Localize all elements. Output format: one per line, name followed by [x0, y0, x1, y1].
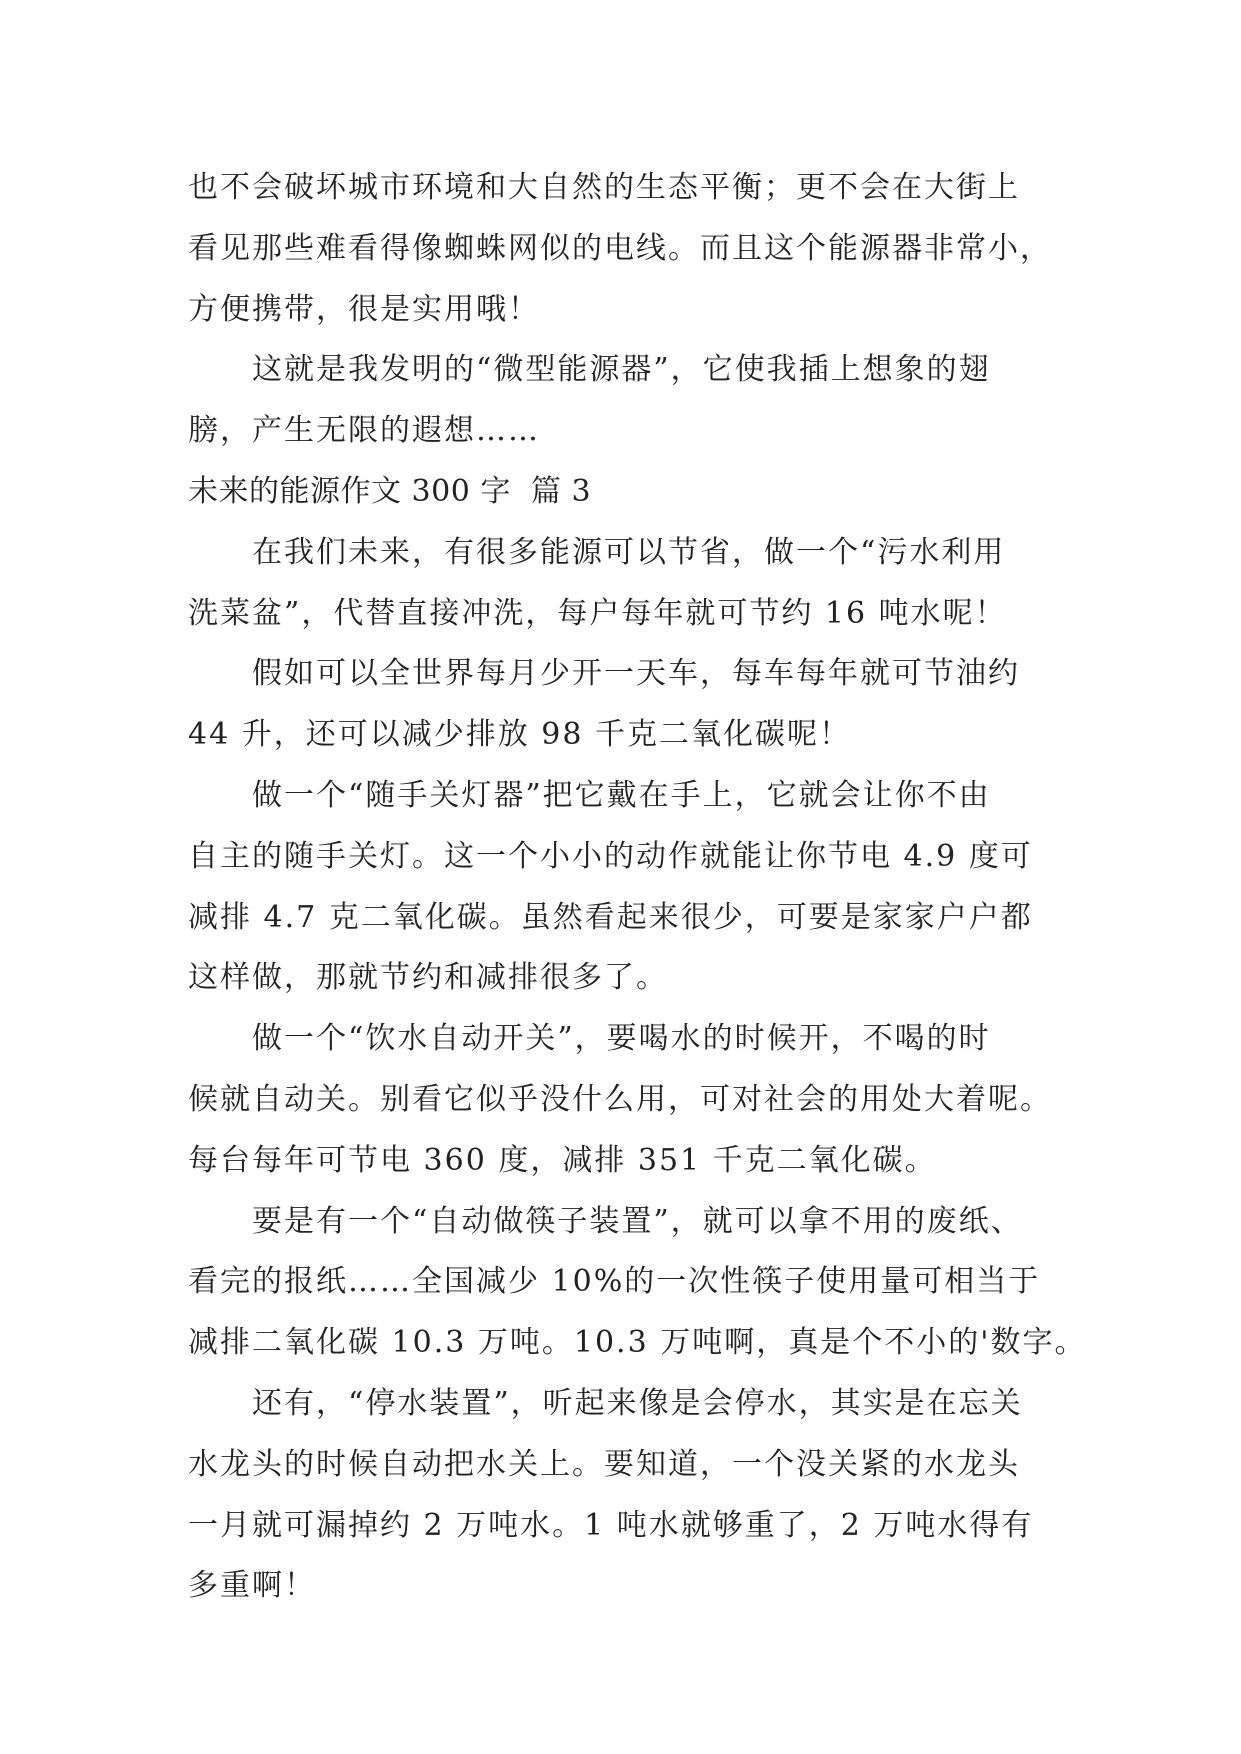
text-line: 也不会破坏城市环境和大自然的生态平衡；更不会在大街上 [188, 170, 1020, 205]
text-line: 一月就可漏掉约 2 万吨水。1 吨水就够重了，2 万吨水得有 [188, 1507, 1034, 1543]
text-line: 还有，“停水装置”，听起来像是会停水，其实是在忘关 [188, 1385, 1023, 1421]
text-line: 44 升，还可以减少排放 98 千克二氧化碳呢！ [188, 717, 851, 753]
text-line: 候就自动关。别看它似乎没什么用，可对社会的用处大着呢。 [188, 1081, 1052, 1117]
text-line: 水龙头的时候自动把水关上。要知道，一个没关紧的水龙头 [188, 1446, 1020, 1482]
text-line: 洗菜盆”，代替直接冲洗，每户每年就可节约 16 吨水呢！ [188, 595, 1007, 631]
text-line: 减排 4.7 克二氧化碳。虽然看起来很少，可要是家家户户都 [188, 899, 1033, 935]
text-line: 要是有一个“自动做筷子装置”，就可以拿不用的废纸、 [188, 1203, 1023, 1239]
text-line: 做一个“随手关灯器”把它戴在手上，它就会让你不由 [188, 777, 991, 813]
text-line: 看见那些难看得像蜘蛛网似的电线。而且这个能源器非常小， [188, 230, 1052, 266]
text-line: 减排二氧化碳 10.3 万吨。10.3 万吨啊，真是个不小的'数字。 [188, 1325, 1087, 1361]
text-line: 这就是我发明的“微型能源器”，它使我插上想象的翅 [188, 352, 991, 388]
section-heading: 未来的能源作文 300 字 篇 3 [188, 473, 592, 509]
text-line: 假如可以全世界每月少开一天车，每车每年就可节油约 [188, 656, 1020, 692]
text-line: 膀，产生无限的遐想…… [188, 413, 540, 449]
text-line: 每台每年可节电 360 度，减排 351 千克二氧化碳。 [188, 1142, 937, 1178]
text-line: 方便携带，很是实用哦！ [188, 291, 540, 327]
text-line: 这样做，那就节约和减排很多了。 [188, 960, 668, 996]
document-body [188, 158, 1087, 1617]
text-line: 看完的报纸……全国减少 10%的一次性筷子使用量可相当于 [188, 1264, 1041, 1300]
text-line: 自主的随手关灯。这一个小小的动作就能让你节电 4.9 度可 [188, 838, 1033, 874]
text-line: 做一个“饮水自动开关”，要喝水的时候开，不喝的时 [188, 1021, 991, 1057]
text-line: 多重啊！ [188, 1568, 316, 1604]
text-line: 在我们未来，有很多能源可以节省，做一个“污水利用 [188, 534, 1006, 570]
